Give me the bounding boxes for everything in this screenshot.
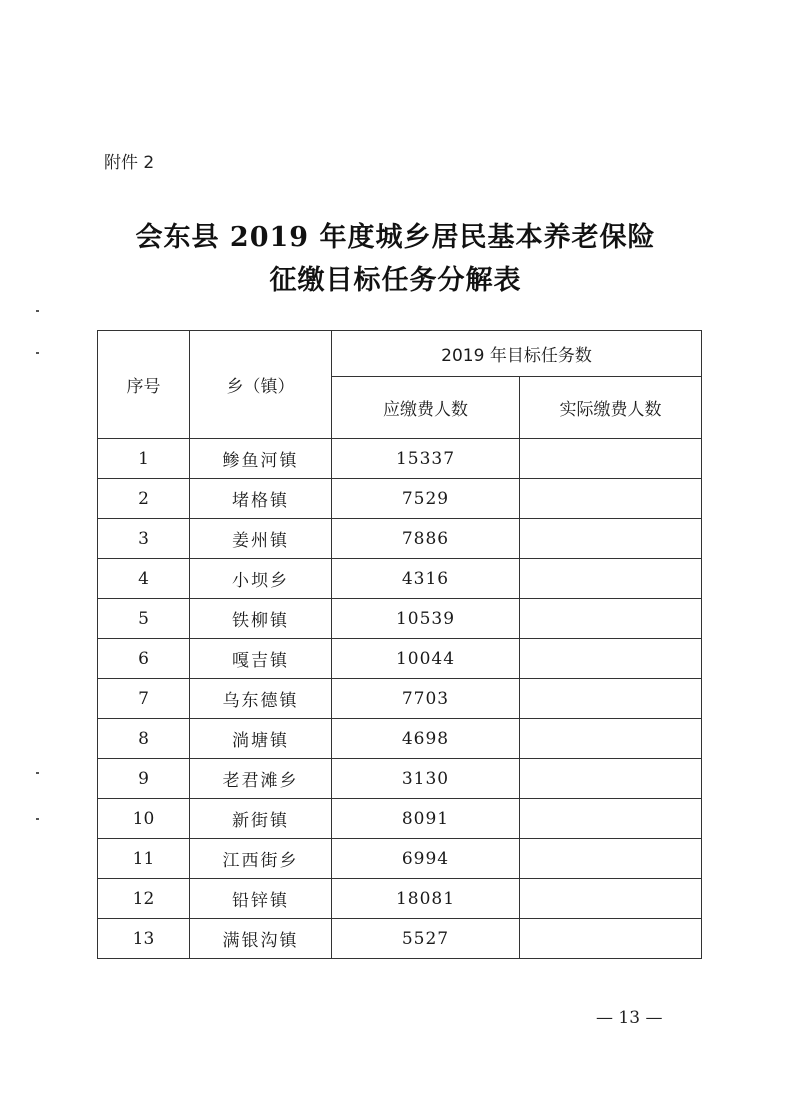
header-seq: 序号: [98, 331, 190, 439]
row-due-count: 15337: [332, 439, 520, 479]
row-seq: 11: [98, 839, 190, 879]
row-township: 鲹鱼河镇: [190, 439, 332, 479]
page-number: — 13 —: [596, 1008, 663, 1028]
row-due-count: 4316: [332, 559, 520, 599]
row-due-count: 3130: [332, 759, 520, 799]
row-seq: 1: [98, 439, 190, 479]
scan-mark: [36, 310, 39, 312]
table-row: [98, 919, 702, 959]
row-township: 乌东德镇: [190, 679, 332, 719]
row-actual-count: [520, 679, 702, 719]
row-due-count: 6994: [332, 839, 520, 879]
row-seq: 5: [98, 599, 190, 639]
row-seq: 10: [98, 799, 190, 839]
table-row: [98, 839, 702, 879]
table-row: [98, 879, 702, 919]
row-township: 铁柳镇: [190, 599, 332, 639]
table-body: [98, 439, 702, 959]
header-target-group: 2019 年目标任务数: [332, 331, 702, 377]
row-due-count: 18081: [332, 879, 520, 919]
table-row: [98, 519, 702, 559]
header-due-count: 应缴费人数: [332, 377, 520, 439]
row-township: 满银沟镇: [190, 919, 332, 959]
row-township: 铅锌镇: [190, 879, 332, 919]
row-seq: 12: [98, 879, 190, 919]
row-seq: 6: [98, 639, 190, 679]
row-seq: 3: [98, 519, 190, 559]
row-actual-count: [520, 439, 702, 479]
row-township: 淌塘镇: [190, 719, 332, 759]
row-due-count: 10539: [332, 599, 520, 639]
row-seq: 13: [98, 919, 190, 959]
row-actual-count: [520, 599, 702, 639]
row-due-count: 4698: [332, 719, 520, 759]
table-row: [98, 639, 702, 679]
header-township: 乡（镇）: [190, 331, 332, 439]
table-row: [98, 559, 702, 599]
row-township: 嘎吉镇: [190, 639, 332, 679]
table-row: [98, 439, 702, 479]
row-seq: 7: [98, 679, 190, 719]
row-township: 江西街乡: [190, 839, 332, 879]
row-due-count: 8091: [332, 799, 520, 839]
row-due-count: 7529: [332, 479, 520, 519]
scan-mark: [36, 352, 39, 354]
header-actual-count: 实际缴费人数: [520, 377, 702, 439]
scan-mark: [36, 772, 39, 774]
row-actual-count: [520, 639, 702, 679]
table-row: [98, 799, 702, 839]
table-row: [98, 479, 702, 519]
row-actual-count: [520, 759, 702, 799]
row-seq: 4: [98, 559, 190, 599]
document-title-line-1: 会东县 2019 年度城乡居民基本养老保险: [135, 222, 656, 253]
table-row: [98, 719, 702, 759]
row-due-count: 5527: [332, 919, 520, 959]
target-task-table: [97, 330, 702, 959]
row-actual-count: [520, 839, 702, 879]
row-township: 新街镇: [190, 799, 332, 839]
row-township: 老君滩乡: [190, 759, 332, 799]
table-row: [98, 599, 702, 639]
row-seq: 8: [98, 719, 190, 759]
row-actual-count: [520, 919, 702, 959]
row-due-count: 10044: [332, 639, 520, 679]
row-actual-count: [520, 559, 702, 599]
row-actual-count: [520, 799, 702, 839]
row-due-count: 7703: [332, 679, 520, 719]
row-actual-count: [520, 719, 702, 759]
row-seq: 9: [98, 759, 190, 799]
row-actual-count: [520, 879, 702, 919]
row-township: 堵格镇: [190, 479, 332, 519]
row-due-count: 7886: [332, 519, 520, 559]
attachment-label: 附件 2: [104, 153, 155, 173]
row-actual-count: [520, 519, 702, 559]
table-row: [98, 759, 702, 799]
document-title-line-2: 征缴目标任务分解表: [269, 265, 522, 296]
scan-mark: [36, 818, 39, 820]
row-township: 姜州镇: [190, 519, 332, 559]
row-actual-count: [520, 479, 702, 519]
row-seq: 2: [98, 479, 190, 519]
table-row: [98, 679, 702, 719]
row-township: 小坝乡: [190, 559, 332, 599]
